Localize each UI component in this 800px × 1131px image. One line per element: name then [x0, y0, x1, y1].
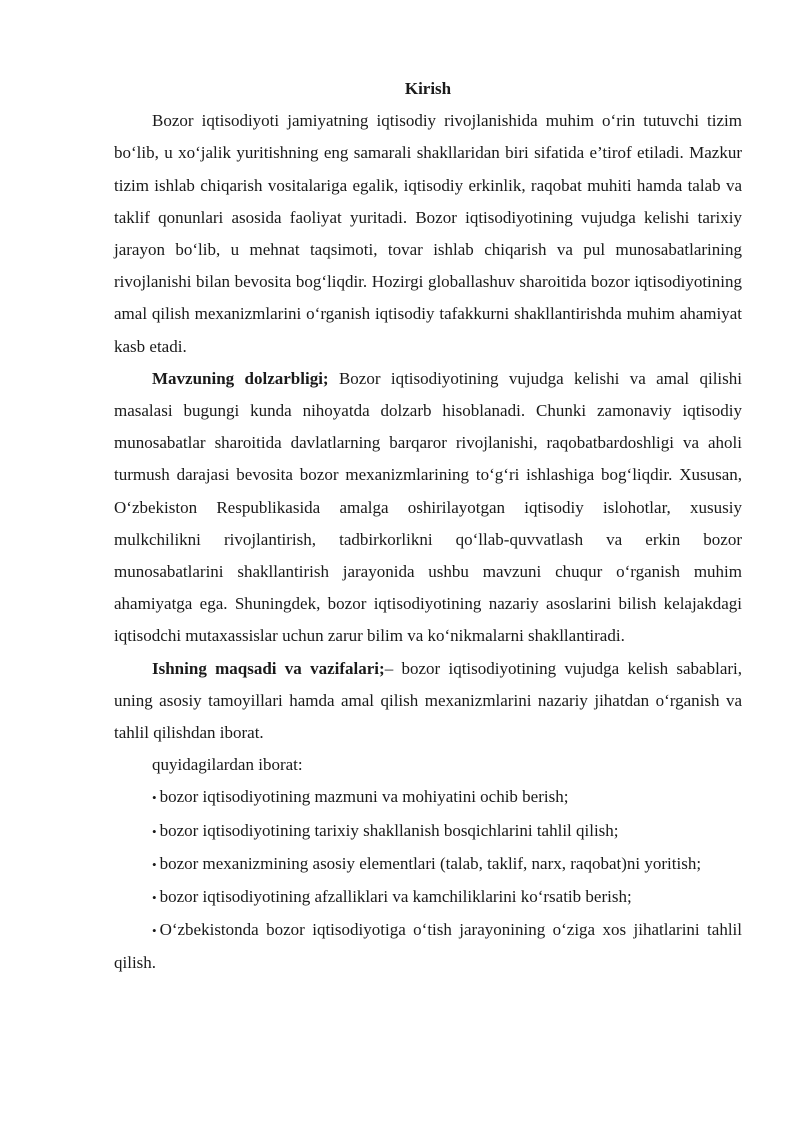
- goals-paragraph: [114, 653, 742, 750]
- tasks-intro: quyidagilardan iborat:: [152, 755, 303, 775]
- page-title: Kirish: [404, 79, 452, 98]
- list-item: • O‘zbekistonda bozor iqtisodiyotiga o‘tish jarayonining o‘ziga xos jihatlarini tahlil qilish.: [114, 914, 742, 979]
- goals-text: – bozor iqtisodiyotining vujudga kelish sabablari, uning asosiy tamoyillari hamda amal qilish mexanizmlarini nazariy jihatdan o‘rganish va tahlil qilishdan iborat.: [114, 658, 743, 743]
- intro-paragraph: Bozor iqtisodiyoti jamiyatning iqtisodiy rivojlanishida muhim o‘rin tutuvchi tizim bo‘lib, u xo‘jalik yuritishning eng samarali shakllaridan biri sifatida e’tirof etiladi. Mazkur tizim ishlab chiqarish vositalariga egalik, iqtisodiy erkinlik, raqobat muhiti hamda talab va taklif qonunlari asosida faoliyat yuritadi. Bozor iqtisodiyotining vujudga kelishi tarixiy jarayon bo‘lib, u mehnat taqsimoti, tovar ishlab chiqarish va pul munosabatlarining rivojlanishi bilan bevosita bog‘liqdir. Hozirgi globallashuv sharoitida bozor iqtisodiyotining amal qilish mexanizmlarini o‘rganish iqtisodiy tafakkurni shakllantirishda muhim ahamiyat kasb etadi.: [114, 111, 742, 356]
- relevance-heading: Mavzuning dolzarbligi;: [152, 368, 329, 388]
- list-item: • bozor iqtisodiyotining mazmuni va mohiyatini ochib berish;: [114, 781, 742, 814]
- relevance-text: Bozor iqtisodiyotining vujudga kelishi va amal qilishi masalasi bugungi kunda nihoyatda dolzarb hisoblanadi. Chunki zamonaviy iqtisodiy munosabatlar sharoitida davlatlarning barqaror rivojlanishi, raqobatbardoshligi va aholi turmush darajasi bevosita bozor mexanizmlarining to‘g‘ri ishlashiga bog‘liqdir. Xususan, O‘zbekiston Respublikasida amalga oshirilayotgan iqtisodiy islohotlar, xususiy mulkchilikni rivojlantirish, tadbirkorlikni qo‘llab-quvvatlash va erkin bozor munosabatlarini shakllantirish jarayonida ushbu mavzuni chuqur o‘rganish muhim ahamiyatga ega. Shuningdek, bozor iqtisodiyotining nazariy asoslarini bilish kelajakdagi iqtisodchi mutaxassislar uchun zarur bilim va ko‘nikmalarni shakllantiradi.: [114, 368, 742, 646]
- list-item: • bozor mexanizmining asosiy elementlari (talab, taklif, narx, raqobat)ni yoritish;: [114, 848, 742, 881]
- document-page: [114, 73, 742, 980]
- list-item: • bozor iqtisodiyotining tarixiy shakllanish bosqichlarini tahlil qilish;: [114, 815, 742, 848]
- relevance-paragraph: [114, 363, 742, 653]
- list-item: • bozor iqtisodiyotining afzalliklari va kamchiliklarini ko‘rsatib berish;: [114, 881, 742, 914]
- goals-heading: Ishning maqsadi va vazifalari;: [152, 658, 385, 678]
